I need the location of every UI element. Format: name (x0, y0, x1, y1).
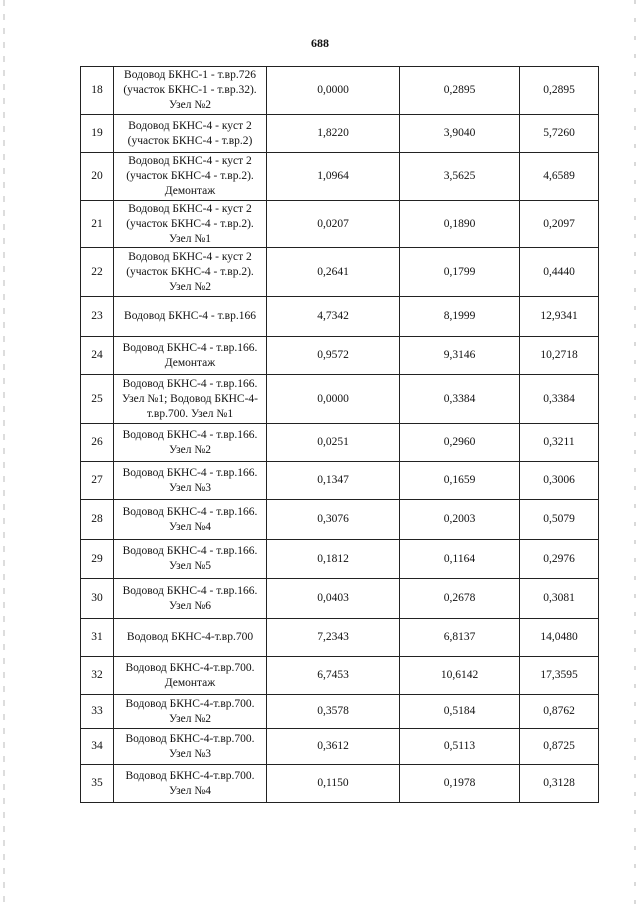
row-number: 22 (81, 248, 114, 297)
object-name-line: (участок БКНС-4 - т.вр.2). (126, 170, 254, 182)
value-cell-v2: 3,5625 (400, 153, 520, 201)
value-cell-v3: 0,2976 (520, 540, 599, 579)
row-number: 19 (81, 115, 114, 153)
object-name-line: Узел №6 (168, 599, 212, 612)
table-row (81, 695, 599, 729)
value-cell-v1: 0,0000 (267, 375, 400, 424)
object-name-line: Узел №1; Водовод БКНС-4- (121, 392, 259, 405)
object-name-line: Водовод БКНС-4 - куст 2 (128, 202, 252, 215)
object-name-line: Водовод БКНС-4 - т.вр.166. (122, 377, 258, 390)
row-number: 27 (81, 462, 114, 500)
value-cell-v3: 0,3384 (520, 375, 599, 424)
table-row (81, 424, 599, 462)
value-cell-v2: 0,3384 (400, 375, 520, 424)
value-cell-v3: 5,7260 (520, 115, 599, 153)
table-row (81, 462, 599, 500)
value-cell-v3: 0,8762 (520, 695, 599, 729)
object-name-line: Водовод БКНС-4 - т.вр.166. (122, 584, 258, 597)
object-name-line: Водовод БКНС-4 - куст 2 (128, 250, 252, 263)
object-name-cell (114, 424, 267, 462)
value-cell-v1: 1,8220 (267, 115, 400, 153)
value-cell-v2: 0,1890 (400, 201, 520, 248)
value-cell-v3: 4,6589 (520, 153, 599, 201)
value-cell-v1: 7,2343 (267, 619, 400, 657)
object-name-line: Водовод БКНС-4-т.вр.700. (125, 732, 255, 745)
data-table (80, 66, 599, 803)
row-number: 29 (81, 540, 114, 579)
row-number: 18 (81, 67, 114, 115)
object-name-cell (114, 115, 267, 153)
object-name-cell (114, 337, 267, 375)
row-number: 28 (81, 500, 114, 540)
value-cell-v1: 0,0000 (267, 67, 400, 115)
object-name-line: Узел №4 (168, 520, 212, 533)
value-cell-v3: 17,3595 (520, 657, 599, 695)
object-name-cell (114, 297, 267, 337)
object-name-line: (участок БКНС-4 - т.вр.2). (126, 217, 254, 230)
object-name-line: Водовод БКНС-4-т.вр.700. (125, 697, 255, 710)
row-number: 25 (81, 375, 114, 424)
value-cell-v2: 0,1164 (400, 540, 520, 579)
value-cell-v1: 0,9572 (267, 337, 400, 375)
value-cell-v2: 10,6142 (400, 657, 520, 695)
object-name-line: Демонтаж (164, 676, 216, 689)
object-name-line: Водовод БКНС-1 - т.вр.726 (124, 69, 256, 81)
object-name-line: Узел №5 (168, 560, 212, 572)
object-name-line: Водовод БКНС-4 - куст 2 (128, 119, 252, 132)
object-name-line: Водовод БКНС-4 - т.вр.166. (122, 428, 258, 441)
object-name-line: Водовод БКНС-4 - т.вр.166. (122, 466, 258, 479)
object-name-line: Водовод БКНС-4 - т.вр.166. (122, 545, 258, 557)
value-cell-v3: 0,3128 (520, 765, 599, 803)
row-number: 32 (81, 657, 114, 695)
object-name-line: т.вр.700. Узел №1 (146, 407, 234, 420)
object-name-line: Демонтаж (164, 185, 216, 197)
table-row (81, 201, 599, 248)
object-name-line: Водовод БКНС-4-т.вр.700 (126, 631, 254, 643)
row-number: 34 (81, 729, 114, 765)
object-name-cell (114, 765, 267, 803)
value-cell-v2: 0,2678 (400, 579, 520, 619)
object-name-line: Водовод БКНС-4 - куст 2 (128, 155, 252, 167)
row-number: 26 (81, 424, 114, 462)
value-cell-v2: 0,2895 (400, 67, 520, 115)
row-number: 33 (81, 695, 114, 729)
value-cell-v1: 6,7453 (267, 657, 400, 695)
table-row (81, 248, 599, 297)
value-cell-v1: 0,2641 (267, 248, 400, 297)
row-number: 35 (81, 765, 114, 803)
row-number: 30 (81, 579, 114, 619)
value-cell-v3: 12,9341 (520, 297, 599, 337)
object-name-cell (114, 540, 267, 579)
row-number: 23 (81, 297, 114, 337)
value-cell-v1: 0,1150 (267, 765, 400, 803)
value-cell-v1: 0,0251 (267, 424, 400, 462)
value-cell-v1: 0,0207 (267, 201, 400, 248)
table-row (81, 500, 599, 540)
scan-edge-left (3, 0, 5, 905)
value-cell-v1: 0,1347 (267, 462, 400, 500)
object-name-line: Узел №2 (168, 99, 212, 111)
table-body (81, 67, 599, 803)
value-cell-v3: 0,8725 (520, 729, 599, 765)
row-number: 20 (81, 153, 114, 201)
value-cell-v3: 0,3006 (520, 462, 599, 500)
scan-edge-right (634, 0, 636, 905)
value-cell-v1: 1,0964 (267, 153, 400, 201)
value-cell-v2: 6,8137 (400, 619, 520, 657)
value-cell-v3: 0,2097 (520, 201, 599, 248)
value-cell-v1: 0,3578 (267, 695, 400, 729)
value-cell-v3: 14,0480 (520, 619, 599, 657)
object-name-line: Узел №2 (168, 280, 212, 293)
value-cell-v1: 4,7342 (267, 297, 400, 337)
value-cell-v2: 3,9040 (400, 115, 520, 153)
object-name-cell (114, 248, 267, 297)
object-name-line: Водовод БКНС-4-т.вр.700. (125, 769, 255, 782)
object-name-cell (114, 500, 267, 540)
value-cell-v3: 0,3211 (520, 424, 599, 462)
table-row (81, 765, 599, 803)
object-name-line: Водовод БКНС-4-т.вр.700. (125, 661, 255, 674)
object-name-line: Узел №3 (168, 747, 212, 760)
value-cell-v3: 10,2718 (520, 337, 599, 375)
object-name-cell (114, 579, 267, 619)
value-cell-v1: 0,1812 (267, 540, 400, 579)
object-name-cell (114, 695, 267, 729)
value-cell-v3: 0,2895 (520, 67, 599, 115)
value-cell-v1: 0,0403 (267, 579, 400, 619)
object-name-cell (114, 153, 267, 201)
object-name-line: Демонтаж (164, 356, 216, 369)
table-row (81, 375, 599, 424)
value-cell-v2: 0,1659 (400, 462, 520, 500)
object-name-line: Узел №3 (168, 481, 212, 494)
table-row (81, 729, 599, 765)
value-cell-v2: 8,1999 (400, 297, 520, 337)
value-cell-v2: 0,5113 (400, 729, 520, 765)
table-row (81, 540, 599, 579)
value-cell-v3: 0,3081 (520, 579, 599, 619)
value-cell-v3: 0,5079 (520, 500, 599, 540)
object-name-cell (114, 657, 267, 695)
object-name-line: Водовод БКНС-4 - т.вр.166. (122, 505, 258, 518)
table-row (81, 297, 599, 337)
object-name-line: Водовод БКНС-4 - т.вр.166. (122, 341, 258, 354)
table-row (81, 657, 599, 695)
value-cell-v2: 9,3146 (400, 337, 520, 375)
object-name-cell (114, 619, 267, 657)
object-name-cell (114, 729, 267, 765)
value-cell-v3: 0,4440 (520, 248, 599, 297)
row-number: 21 (81, 201, 114, 248)
value-cell-v1: 0,3612 (267, 729, 400, 765)
object-name-line: Узел №2 (168, 712, 212, 725)
table-row (81, 337, 599, 375)
object-name-cell (114, 375, 267, 424)
object-name-line: Узел №4 (168, 784, 212, 797)
page-number: 688 (311, 36, 329, 50)
value-cell-v2: 0,2003 (400, 500, 520, 540)
object-name-line: Узел №2 (168, 443, 212, 456)
object-name-line: Водовод БКНС-4 - т.вр.166 (124, 310, 256, 322)
object-name-cell (114, 67, 267, 115)
object-name-line: (участок БКНС-4 - т.вр.2). (126, 265, 254, 278)
row-number: 31 (81, 619, 114, 657)
value-cell-v2: 0,1799 (400, 248, 520, 297)
object-name-line: (участок БКНС-1 - т.вр.32). (123, 84, 257, 96)
table-row (81, 579, 599, 619)
row-number: 24 (81, 337, 114, 375)
object-name-cell (114, 462, 267, 500)
value-cell-v1: 0,3076 (267, 500, 400, 540)
table-row (81, 67, 599, 115)
object-name-line: Узел №1 (168, 232, 212, 245)
table-row (81, 619, 599, 657)
object-name-cell (114, 201, 267, 248)
table-row (81, 153, 599, 201)
object-name-line: (участок БКНС-4 - т.вр.2) (127, 134, 253, 147)
value-cell-v2: 0,2960 (400, 424, 520, 462)
table-row (81, 115, 599, 153)
value-cell-v2: 0,1978 (400, 765, 520, 803)
value-cell-v2: 0,5184 (400, 695, 520, 729)
